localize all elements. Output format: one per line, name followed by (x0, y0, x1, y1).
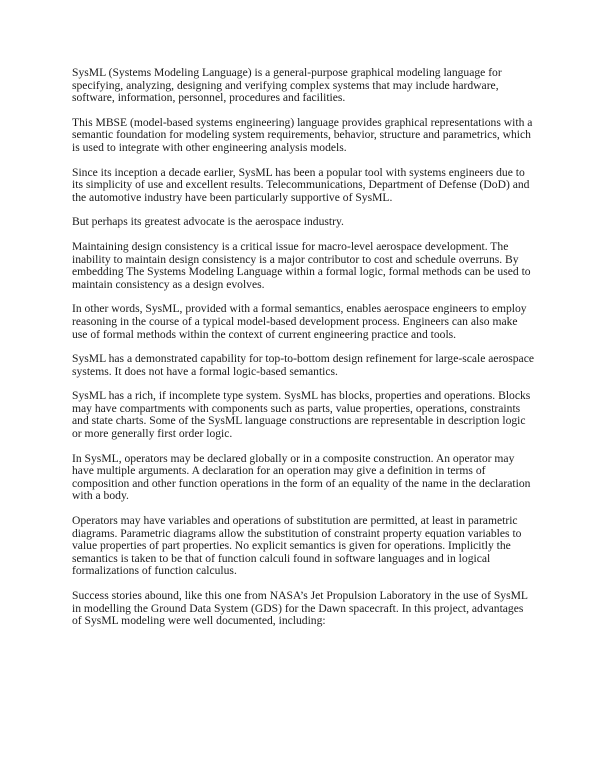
paragraph-3: Since its inception a decade earlier, SysML has been a popular tool with systems engineers due to its simplicity of use and excellent results. Telecommunications, Department of Defense (DoD) and the automotive industry have been particularly supportive of SysML. (72, 165, 530, 204)
paragraph-7: SysML has a demonstrated capability for top-to-bottom design refinement for large-scale aerospace systems. It does not have a formal logic-based semantics. (72, 352, 534, 378)
paragraph-6: In other words, SysML, provided with a formal semantics, enables aerospace engineers to employ reasoning in the course of a typical model-based development process. Engineers can also make use of formal methods within the context of current engineering practice and tools. (72, 302, 527, 341)
paragraph-11: Success stories abound, like this one from NASA’s Jet Propulsion Laboratory in the use of SysML in modelling the Ground Data System (GDS) for the Dawn spacecraft. In this project, advantages of SysML modeling were well documented, including: (72, 589, 528, 628)
document-body (72, 67, 534, 640)
paragraph-5: Maintaining design consistency is a critical issue for macro-level aerospace development. The inability to maintain design consistency is a major contributor to cost and schedule overruns. By embedding The Systems Modeling Language within a formal logic, formal methods can be used to maintain consistency as a design evolves. (72, 239, 531, 291)
paragraph-2: This MBSE (model-based systems engineering) language provides graphical representations with a semantic foundation for modeling system requirements, behavior, structure and parametrics, which is used to integrate with other engineering analysis models. (72, 115, 533, 154)
paragraph-9: In SysML, operators may be declared globally or in a composite construction. An operator may have multiple arguments. A declaration for an operation may give a definition in terms of composition and other function operations in the form of an equality of the name in the declaration with a body. (72, 451, 531, 503)
paragraph-4: But perhaps its greatest advocate is the aerospace industry. (72, 215, 344, 229)
paragraph-10: Operators may have variables and operations of substitution are permitted, at least in parametric diagrams. Parametric diagrams allow the substitution of constraint property equation variables to value properties of part properties. No explicit semantics is given for operations. Implicitly the semantics is taken to be that of function calculi found in software languages and in logical formalizations of function calculus. (72, 514, 522, 578)
paragraph-1: SysML (Systems Modeling Language) is a general-purpose graphical modeling language for specifying, analyzing, designing and verifying complex systems that may include hardware, software, information, personnel, procedures and facilities. (72, 66, 502, 105)
paragraph-8: SysML has a rich, if incomplete type system. SysML has blocks, properties and operations. Blocks may have compartments with components such as parts, value properties, operations, constraints and state charts. Some of the SysML language constructions are representable in description logic or more generally first order logic. (72, 389, 531, 441)
